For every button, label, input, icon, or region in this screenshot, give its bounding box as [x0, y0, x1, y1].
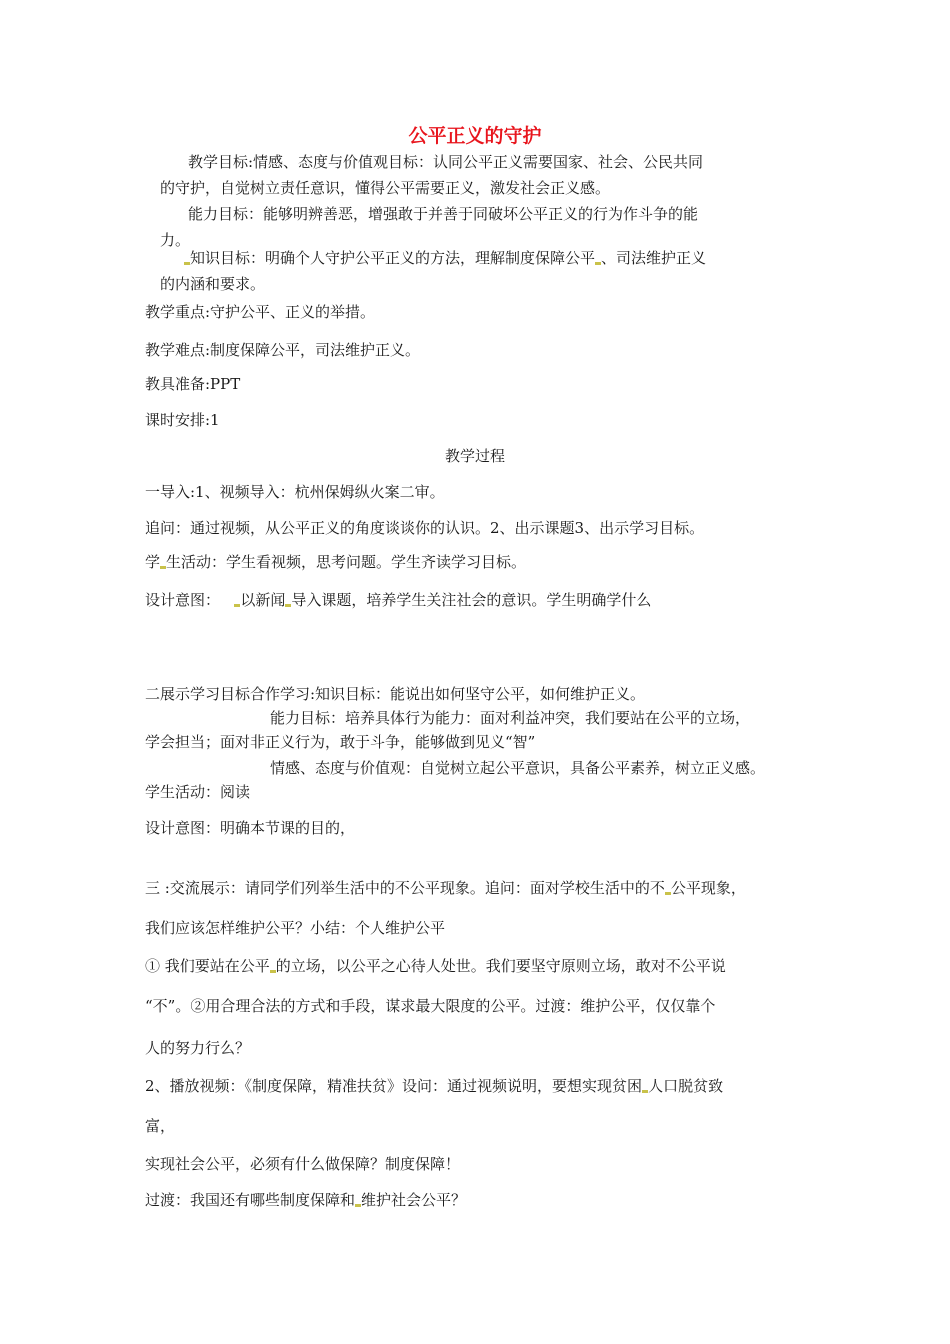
- section3-line-1: [145, 878, 746, 898]
- activity-text-a: 学: [145, 553, 161, 571]
- knowledge-text-b: 、司法维护正义: [601, 249, 707, 267]
- goals-line-1: 教学目标:情感、态度与价值观目标：认同公平正义需要国家、社会、公民共同: [188, 153, 704, 171]
- section3-line-5: 人的努力行么？: [145, 1039, 251, 1057]
- design-text-c: 导入课题，培养学生关注社会的意识。学生明确学什么: [291, 591, 652, 609]
- section3-text-6b: 人口脱贫致: [648, 1077, 724, 1095]
- ability-line-2: 力。: [160, 231, 191, 249]
- section3-text-3a: ① 我们要站在公平: [145, 957, 270, 975]
- difficulty: 教学难点:制度保障公平，司法维护正义。: [145, 341, 421, 359]
- section2-line-4: 情感、态度与价值观：自觉树立起公平意识，具备公平素养，树立正义感。: [270, 759, 766, 777]
- section1-design: [145, 590, 651, 610]
- section1-intro: 一导入:1、视频导入：杭州保姆纵火案二审。: [145, 483, 445, 501]
- section3-text-6a: 2、播放视频：《制度保障，精准扶贫》设问：通过视频说明，要想实现贫困: [145, 1077, 643, 1095]
- section3-text-9a: 过渡：我国还有哪些制度保障和: [145, 1191, 356, 1209]
- section3-text-1b: 公平现象，: [670, 879, 746, 897]
- section2-line-3: 学会担当；面对非正义行为，敢于斗争，能够做到见义“智”: [145, 733, 536, 751]
- section3-line-3: [145, 956, 726, 976]
- section3-text-9b: 维护社会公平？: [361, 1191, 467, 1209]
- section2-line-5: 学生活动：阅读: [145, 783, 251, 801]
- knowledge-text-a: 知识目标：明确个人守护公平正义的方法，理解制度保障公平: [190, 249, 596, 267]
- key-point: 教学重点:守护公平、正义的举措。: [145, 303, 376, 321]
- section2-line-6: 设计意图：明确本节课的目的，: [145, 819, 356, 837]
- section3-line-7: 富，: [145, 1117, 176, 1135]
- ability-line-1: 能力目标：能够明辨善恶，增强敢于并善于同破坏公平正义的行为作斗争的能: [188, 205, 699, 223]
- section3-line-2: 我们应该怎样维护公平？小结：个人维护公平: [145, 919, 446, 937]
- section3-line-8: 实现社会公平，必须有什么做保障？制度保障！: [145, 1155, 461, 1173]
- knowledge-line-2: 的内涵和要求。: [160, 275, 266, 293]
- section2-line-2: 能力目标：培养具体行为能力：面对利益冲突，我们要站在公平的立场，: [270, 709, 751, 727]
- design-text-b: 以新闻: [240, 591, 286, 609]
- class-hours: 课时安排:1: [145, 411, 220, 429]
- design-text-a: 设计意图：: [145, 591, 221, 609]
- section3-line-9: [145, 1190, 466, 1210]
- section3-line-4: “不”。②用合理合法的方式和手段，谋求最大限度的公平。过渡：维护公平，仅仅靠个: [145, 997, 716, 1015]
- knowledge-line-1: [184, 248, 706, 268]
- section1-activity: [145, 552, 526, 572]
- section3-text-3b: 的立场，以公平之心待人处世。我们要坚守原则立场，敢对不公平说: [275, 957, 726, 975]
- goals-line-2: 的守护，自觉树立责任意识，懂得公平需要正义，激发社会正义感。: [160, 179, 611, 197]
- section1-ask: 追问：通过视频，从公平正义的角度谈谈你的认识。2、出示课题3、出示学习目标。: [145, 519, 705, 537]
- process-heading: 教学过程: [444, 447, 505, 465]
- materials: 教具准备:PPT: [145, 375, 241, 393]
- page-title: 公平正义的守护: [408, 125, 542, 147]
- section2-line-1: 二展示学习目标合作学习:知识目标：能说出如何坚守公平，如何维护正义。: [145, 685, 646, 703]
- section3-text-1a: 三 :交流展示：请同学们列举生活中的不公平现象。追问：面对学校生活中的不: [145, 879, 665, 897]
- section3-line-6: [145, 1076, 723, 1096]
- activity-text-b: 生活动：学生看视频，思考问题。学生齐读学习目标。: [166, 553, 527, 571]
